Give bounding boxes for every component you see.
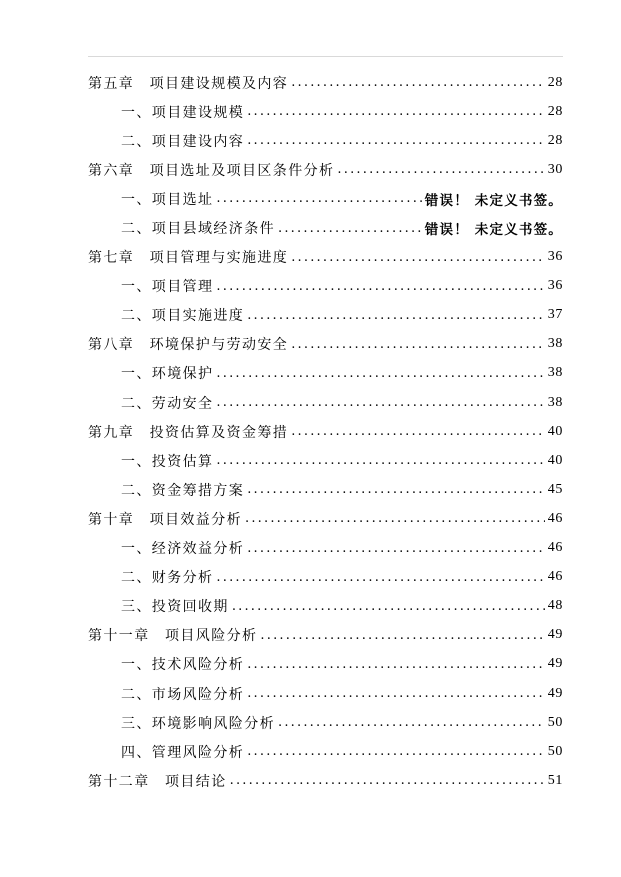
toc-page-number: 38 xyxy=(547,394,563,410)
toc-section-entry[interactable] xyxy=(88,708,563,737)
toc-dot-leader xyxy=(247,104,545,119)
toc-section-entry[interactable] xyxy=(88,563,563,592)
toc-page-number: 45 xyxy=(547,481,563,497)
toc-dot-leader xyxy=(291,337,545,352)
toc-entry-title: 二、项目实施进度 xyxy=(121,308,245,325)
toc-page-number: 36 xyxy=(547,278,563,294)
toc-section-entry[interactable] xyxy=(88,679,563,708)
toc-section-entry[interactable] xyxy=(88,272,563,301)
toc-entry-title: 二、劳动安全 xyxy=(121,395,214,412)
toc-dot-leader xyxy=(291,424,545,439)
toc-dot-leader xyxy=(247,686,545,701)
toc-section-entry[interactable] xyxy=(88,650,563,679)
toc-page-number: 51 xyxy=(547,772,563,788)
toc-dot-leader xyxy=(247,541,545,556)
table-of-contents xyxy=(88,68,563,795)
toc-section-entry[interactable] xyxy=(88,534,563,563)
toc-dot-leader xyxy=(278,221,422,236)
toc-dot-leader xyxy=(291,75,545,90)
toc-page-number: 36 xyxy=(547,249,563,265)
toc-dot-leader xyxy=(245,511,545,526)
toc-section-entry[interactable] xyxy=(88,359,563,388)
toc-entry-title: 第五章 项目建设规模及内容 xyxy=(88,75,289,92)
toc-bookmark-error: 错误！ 未定义书签。 xyxy=(424,192,563,209)
toc-entry-title: 一、投资估算 xyxy=(121,453,214,470)
toc-chapter-entry[interactable] xyxy=(88,243,563,272)
toc-dot-leader xyxy=(216,366,544,381)
toc-entry-title: 一、项目管理 xyxy=(121,279,214,296)
toc-page-number: 28 xyxy=(547,74,563,90)
toc-bookmark-error: 错误！ 未定义书签。 xyxy=(424,222,563,239)
toc-dot-leader xyxy=(260,628,544,643)
toc-section-entry[interactable] xyxy=(88,388,563,417)
toc-entry-title: 一、环境保护 xyxy=(121,366,214,383)
toc-page-number: 50 xyxy=(547,743,563,759)
toc-page-number: 38 xyxy=(547,365,563,381)
toc-page-number: 28 xyxy=(547,132,563,148)
toc-entry-title: 第十一章 项目风险分析 xyxy=(88,628,258,645)
toc-entry-title: 三、投资回收期 xyxy=(121,599,229,616)
toc-chapter-entry[interactable] xyxy=(88,155,563,184)
toc-dot-leader xyxy=(230,773,545,788)
toc-dot-leader xyxy=(216,453,544,468)
toc-page-number: 38 xyxy=(547,336,563,352)
toc-page-number: 40 xyxy=(547,452,563,468)
toc-entry-title: 一、技术风险分析 xyxy=(121,657,245,674)
toc-entry-title: 第六章 项目选址及项目区条件分析 xyxy=(88,162,335,179)
toc-section-entry[interactable] xyxy=(88,592,563,621)
toc-dot-leader xyxy=(247,482,545,497)
toc-section-entry[interactable] xyxy=(88,126,563,155)
toc-entry-title: 第十二章 项目结论 xyxy=(88,773,227,790)
toc-page-number: 49 xyxy=(547,685,563,701)
toc-page-number: 37 xyxy=(547,307,563,323)
toc-entry-title: 四、管理风险分析 xyxy=(121,744,245,761)
toc-chapter-entry[interactable] xyxy=(88,504,563,533)
toc-dot-leader xyxy=(291,250,545,265)
toc-entry-title: 三、环境影响风险分析 xyxy=(121,715,275,732)
toc-page-number: 40 xyxy=(547,423,563,439)
toc-section-entry[interactable] xyxy=(88,737,563,766)
toc-entry-title: 第九章 投资估算及资金筹措 xyxy=(88,424,289,441)
toc-page-number: 49 xyxy=(547,656,563,672)
toc-page-number: 49 xyxy=(547,627,563,643)
toc-page-number: 46 xyxy=(547,540,563,556)
toc-page-number: 48 xyxy=(547,598,563,614)
toc-entry-title: 一、项目建设规模 xyxy=(121,104,245,121)
toc-section-entry[interactable] xyxy=(88,184,563,213)
toc-entry-title: 二、市场风险分析 xyxy=(121,686,245,703)
toc-entry-title: 第十章 项目效益分析 xyxy=(88,511,242,528)
toc-chapter-entry[interactable] xyxy=(88,417,563,446)
toc-dot-leader xyxy=(337,162,544,177)
toc-entry-title: 二、项目县域经济条件 xyxy=(121,221,275,238)
header-rule xyxy=(88,56,563,57)
toc-dot-leader xyxy=(216,395,544,410)
toc-dot-leader xyxy=(278,715,545,730)
toc-dot-leader xyxy=(232,599,545,614)
toc-section-entry[interactable] xyxy=(88,301,563,330)
toc-entry-title: 一、项目选址 xyxy=(121,191,214,208)
toc-dot-leader xyxy=(216,191,421,206)
toc-section-entry[interactable] xyxy=(88,446,563,475)
toc-entry-title: 一、经济效益分析 xyxy=(121,541,245,558)
toc-chapter-entry[interactable] xyxy=(88,330,563,359)
toc-dot-leader xyxy=(247,657,545,672)
toc-dot-leader xyxy=(247,744,545,759)
toc-chapter-entry[interactable] xyxy=(88,621,563,650)
toc-dot-leader xyxy=(247,308,545,323)
toc-entry-title: 二、财务分析 xyxy=(121,570,214,587)
toc-section-entry[interactable] xyxy=(88,213,563,242)
toc-entry-title: 二、项目建设内容 xyxy=(121,133,245,150)
toc-page-number: 30 xyxy=(547,161,563,177)
toc-page-number: 46 xyxy=(547,510,563,526)
toc-section-entry[interactable] xyxy=(88,97,563,126)
toc-page-number: 46 xyxy=(547,569,563,585)
toc-chapter-entry[interactable] xyxy=(88,68,563,97)
toc-entry-title: 第七章 项目管理与实施进度 xyxy=(88,250,289,267)
toc-entry-title: 第八章 环境保护与劳动安全 xyxy=(88,337,289,354)
toc-entry-title: 二、资金筹措方案 xyxy=(121,482,245,499)
toc-dot-leader xyxy=(216,279,544,294)
toc-dot-leader xyxy=(247,133,545,148)
toc-page-number: 50 xyxy=(547,714,563,730)
toc-dot-leader xyxy=(216,570,544,585)
toc-section-entry[interactable] xyxy=(88,475,563,504)
toc-chapter-entry[interactable] xyxy=(88,766,563,795)
toc-page-number: 28 xyxy=(547,103,563,119)
